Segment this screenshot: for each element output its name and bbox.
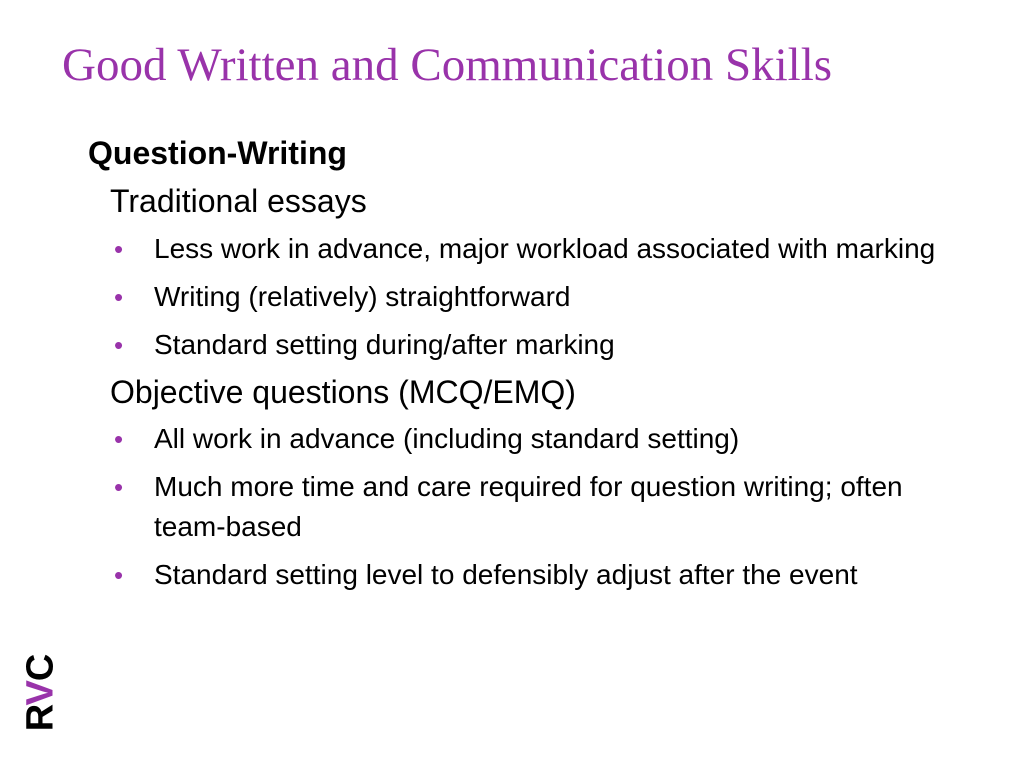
bullet-text: Writing (relatively) straightforward xyxy=(154,280,571,312)
rvc-logo xyxy=(18,652,64,734)
group-title: Objective questions (MCQ/EMQ) xyxy=(110,373,576,410)
bullet-text: Standard setting during/after marking xyxy=(154,328,615,360)
logo-letter-r: R xyxy=(19,705,62,732)
bullet-item xyxy=(88,467,968,547)
bullet-list xyxy=(88,229,968,365)
bullet-icon: • xyxy=(114,329,124,360)
bullet-item xyxy=(88,555,968,595)
bullet-text: Much more time and care required for question writing; often team-based xyxy=(154,471,903,543)
bullet-text: Less work in advance, major workload associated with marking xyxy=(154,232,936,264)
bullet-icon: • xyxy=(114,472,124,503)
rvc-logo-text xyxy=(20,655,63,732)
group-objective-questions xyxy=(88,373,968,595)
bullet-icon: • xyxy=(114,560,124,591)
slide-content xyxy=(88,134,968,603)
slide-title: Good Written and Communication Skills xyxy=(62,39,833,91)
bullet-icon: • xyxy=(114,281,124,312)
bullet-icon: • xyxy=(114,233,124,264)
logo-letter-v: V xyxy=(19,681,62,706)
logo-letter-c: C xyxy=(19,654,62,682)
bullet-text: All work in advance (including standard setting) xyxy=(154,423,740,455)
bullet-item xyxy=(88,229,968,269)
bullet-item xyxy=(88,325,968,365)
group-title: Traditional essays xyxy=(110,183,367,220)
bullet-list xyxy=(88,419,968,595)
bullet-icon: • xyxy=(114,424,124,455)
bullet-item xyxy=(88,419,968,459)
group-traditional-essays xyxy=(88,182,968,364)
bullet-item xyxy=(88,277,968,317)
bullet-text: Standard setting level to defensibly adjust after the event xyxy=(154,559,858,591)
section-heading: Question-Writing xyxy=(88,135,347,171)
